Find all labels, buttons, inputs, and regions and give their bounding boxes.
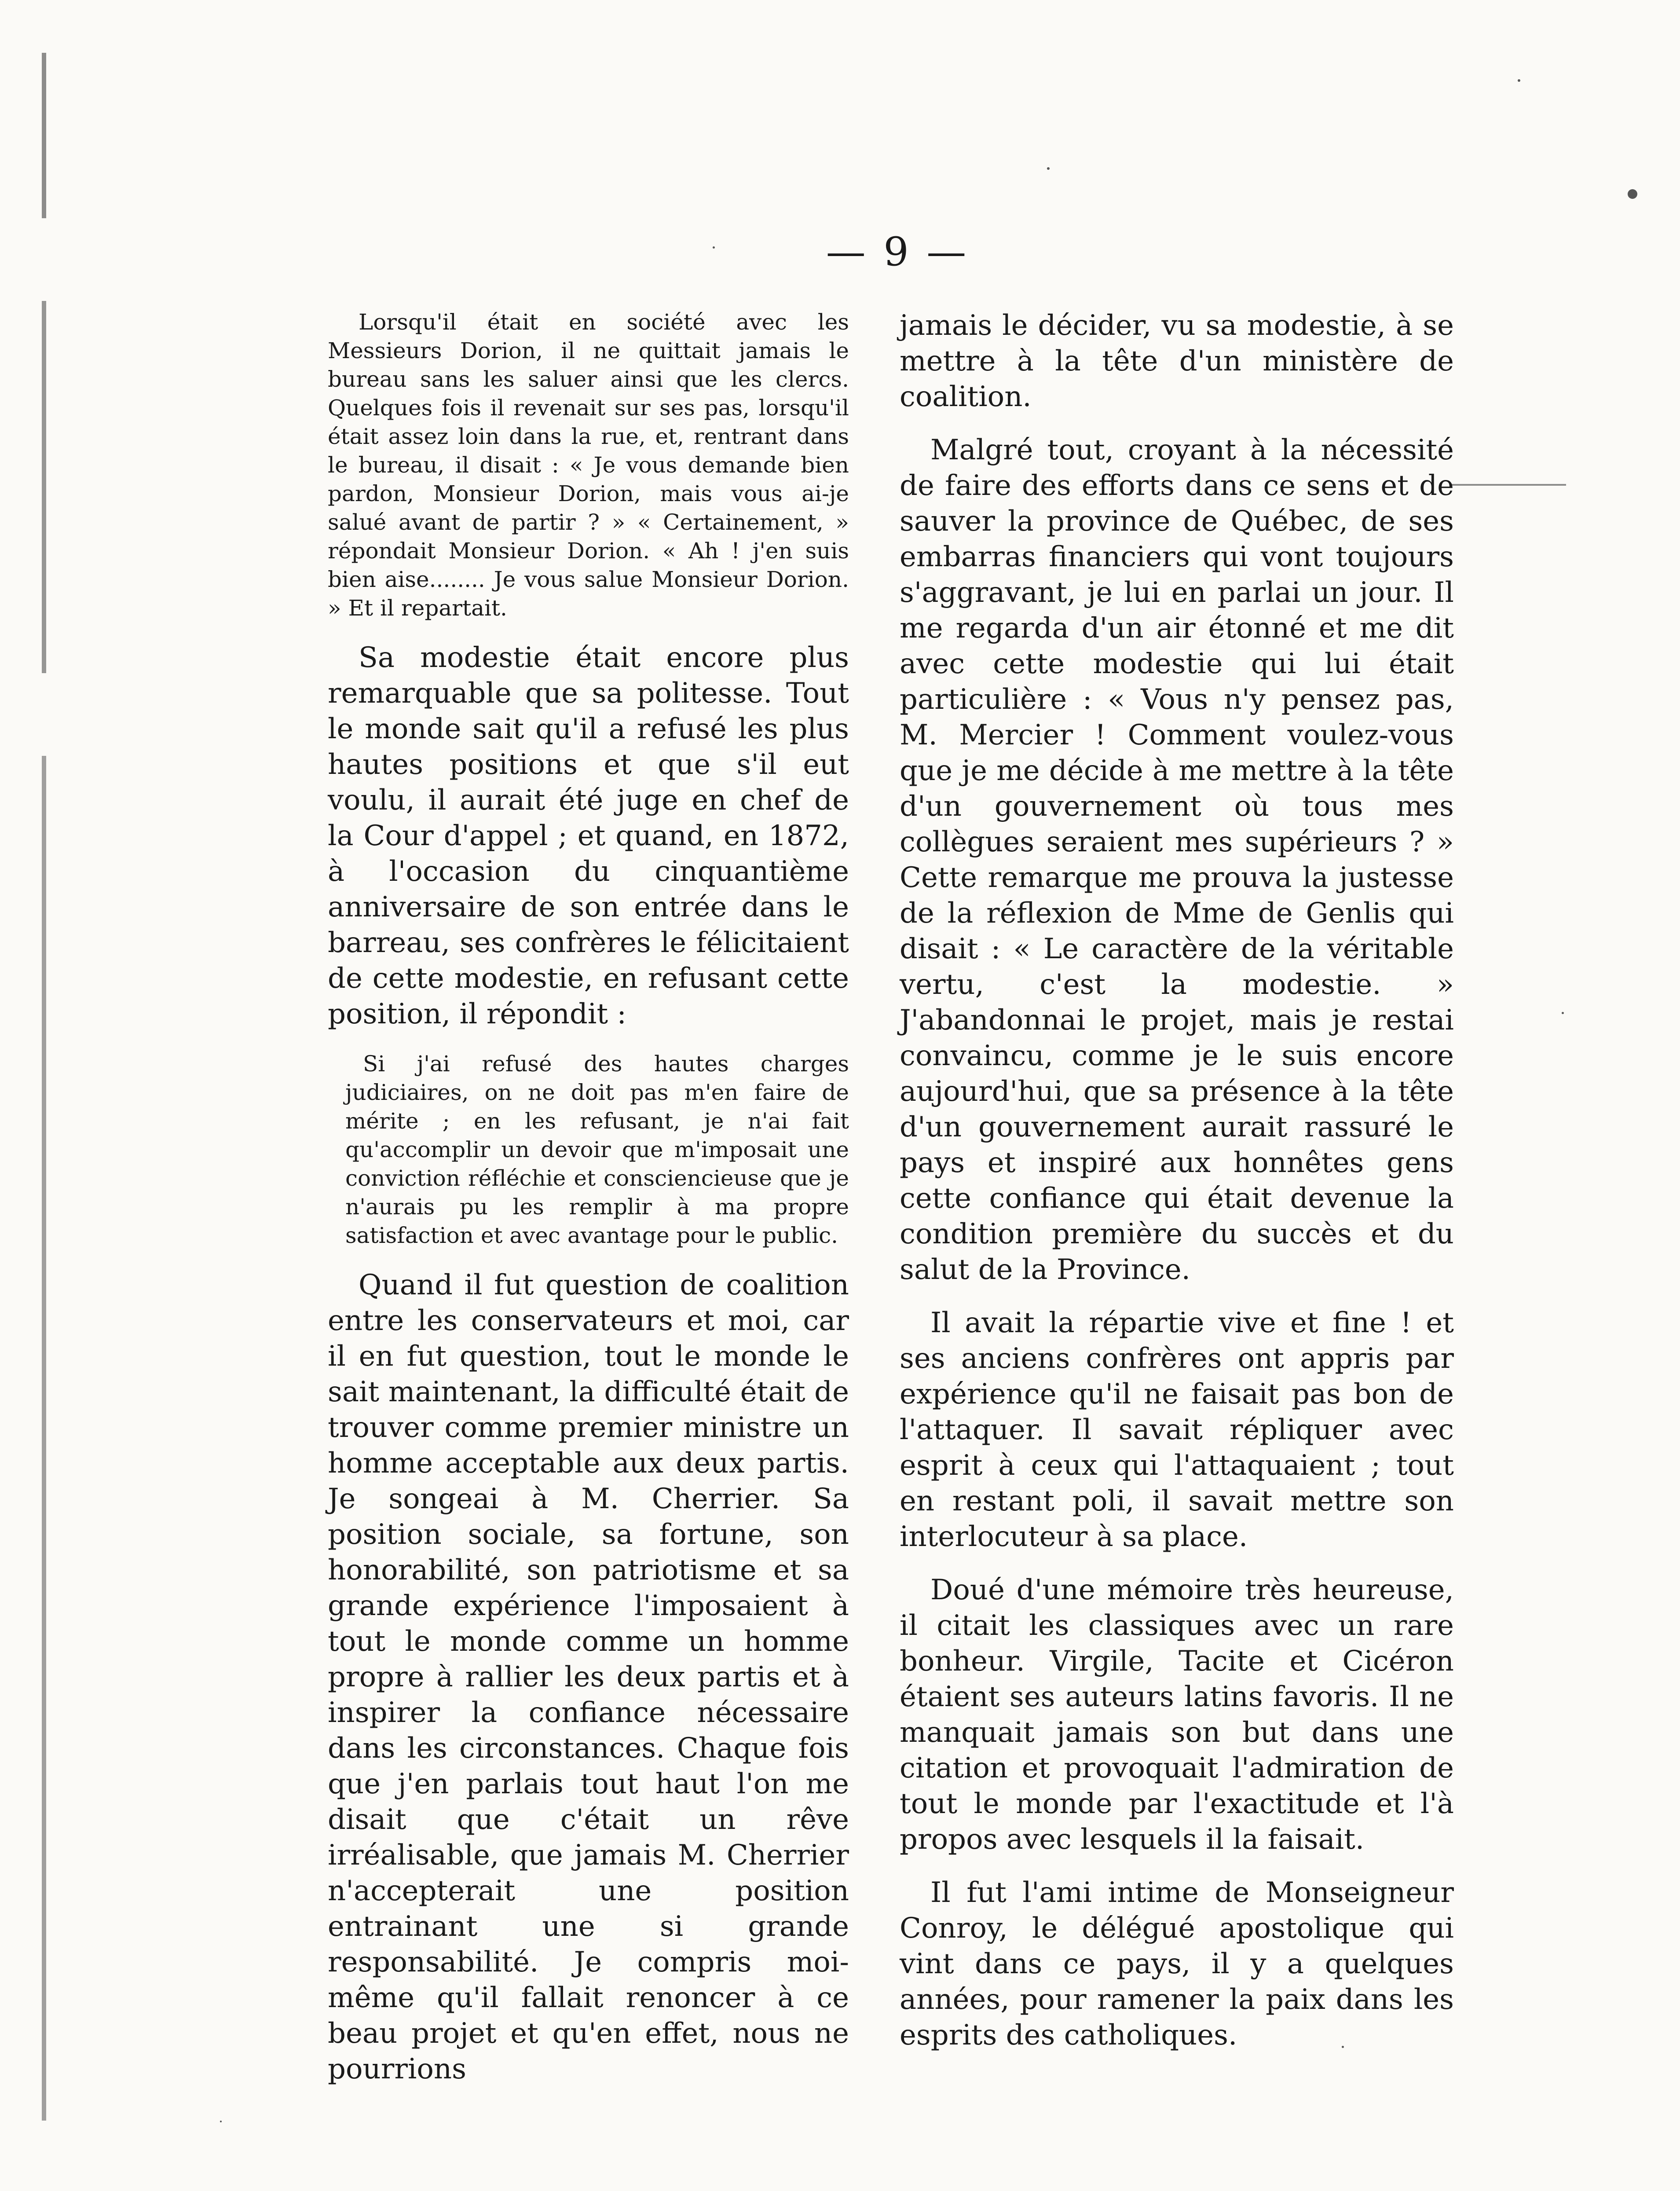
- paragraph: Lorsqu'il était en société avec les Messieurs Dorion, il ne quittait jamais le bureau sans les saluer ainsi que les clercs. Quelques fois il revenait sur ses pas, lorsqu'il était assez loin dans la rue, et, rentrant dans le bureau, il disait : « Je vous demande bien pardon, Monsieur Dorion, mais vous ai-je salué avant de partir ? » « Certainement, » répondait Monsieur Dorion. « Ah ! j'en suis bien aise........ Je vous salue Monsieur Dorion. » Et il repartait.: [328, 309, 849, 621]
- paragraph: Doué d'une mémoire très heureuse, il citait les classiques avec un rare bonheur. Virgile, Tacite et Cicéron étaient ses auteurs latins favoris. Il ne manquait jamais son but dans une citation et provoquait l'admiration de tout le monde par l'exactitude et l'à propos avec lesquels il la faisait.: [900, 1574, 1454, 1856]
- paragraph: Sa modestie était encore plus remarquable que sa politesse. Tout le monde sait qu'il a refusé les plus hautes positions et que s'il eut voulu, il aurait été juge en chef de la Cour d'appel ; et quand, en 1872, à l'occasion du cinquantième anniversaire de son entrée dans le barreau, ses confrères le félicitaient de cette modestie, en refusant cette position, il répondit :: [328, 641, 849, 1030]
- paragraph: Quand il fut question de coalition entre les conservateurs et moi, car il en fut question, tout le monde le sait maintenant, la difficulté était de trouver comme premier ministre un homme acceptable aux deux partis. Je songeai à M. Cherrier. Sa position sociale, sa fortune, son honorabilité, son patriotisme et sa grande expérience l'imposaient à tout le monde comme un homme propre à rallier les deux partis et à inspirer la confiance nécessaire dans les circonstances. Chaque fois que j'en parlais tout haut l'on me disait que c'était un rêve irréalisable, que jamais M. Cherrier n'accepterait une position entrainant une si grande responsabilité. Je compris moi-même qu'il fallait renoncer à ce beau projet et qu'en effet, nous ne pourrions: [328, 1269, 849, 2085]
- left-margin-edge: [42, 53, 46, 2121]
- paragraph: Il fut l'ami intime de Monseigneur Conroy, le délégué apostolique qui vint dans ce pays, il y a quelques années, pour ramener la paix dans les esprits des catholiques.: [900, 1876, 1454, 2052]
- strike-mark: [1452, 484, 1566, 486]
- left-column: [328, 308, 849, 2105]
- paragraph: jamais le décider, vu sa modestie, à se mettre à la tête d'un ministère de coalition.: [900, 309, 1454, 413]
- page-number: — 9 —: [826, 229, 969, 275]
- paragraph: Malgré tout, croyant à la nécessité de faire des efforts dans ce sens et de sauver la province de Québec, de ses embarras financiers qui vont toujours s'aggravant, je lui en parlai un jour. Il me regarda d'un air étonné et me dit avec cette modestie qui lui était particulière : « Vous n'y pensez pas, M. Mercier ! Comment voulez-vous que je me décide à me mettre à la tête d'un gouvernement où tous mes collègues seraient mes supérieurs ? » Cette remarque me prouva la justesse de la réflexion de Mme de Genlis qui disait : « Le caractère de la véritable vertu, c'est la modestie. » J'abandonnai le projet, mais je restai convaincu, comme je le suis encore aujourd'hui, que sa présence à la tête d'un gouvernement aurait rassuré le pays et inspiré aux honnêtes gens cette confiance qui était devenue la condition première du succès et du salut de la Province.: [900, 434, 1454, 1286]
- block-quote: Si j'ai refusé des hautes charges judiciaires, on ne doit pas m'en faire de mérite ; en les refusant, je n'ai fait qu'accomplir un devoir que m'imposait une conviction réfléchie et consciencieuse que je n'aurais pu les remplir à ma propre satisfaction et avec avantage pour le public.: [345, 1051, 849, 1248]
- right-column: [900, 308, 1454, 2071]
- paragraph: Il avait la répartie vive et fine ! et ses anciens confrères ont appris par expérience qu'il ne faisait pas bon de l'attaquer. Il savait répliquer avec esprit à ceux qui l'attaquaient ; tout en restant poli, il savait mettre son interlocuteur à sa place.: [900, 1307, 1454, 1553]
